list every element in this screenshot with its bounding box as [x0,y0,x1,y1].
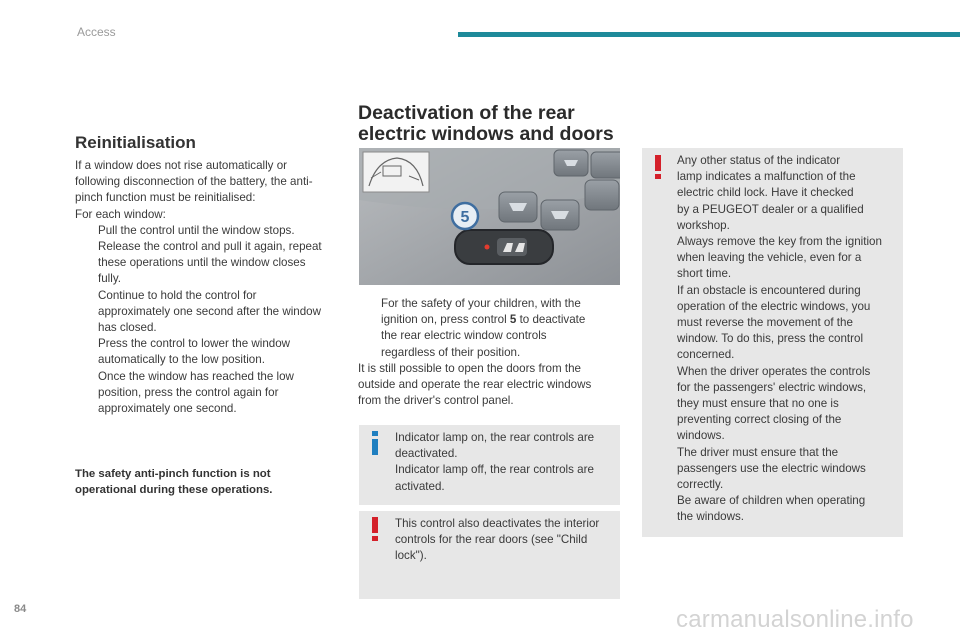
page-number: 84 [14,603,27,615]
list-item: Once the window has reached the low position, press the control again for approximately one second. [98,369,294,416]
list-item: For the safety of your children, with the ignition on, press control 5 to deactivate the rear electric window controls regardless of their position. [381,297,586,359]
list-item: Press the control to lower the window automatically to the low position. [98,337,291,367]
intro-line: pinch function must be reinitialised: [75,191,256,205]
svg-text:5: 5 [460,209,470,226]
anti-pinch-warning: The safety anti-pinch function is not operational during these operations. [75,468,273,497]
door-control-panel-photo [359,148,620,285]
lock-switch [455,230,553,264]
info-box: Indicator lamp on, the rear controls are deactivated. Indicator lamp off, the rear controls are activated. [359,425,620,505]
section-title-reinitialisation: Reinitialisation [75,133,196,152]
list-item: Pull the control until the window stops. [98,223,295,237]
list-item: Release the control and pull it again, repeat these operations until the window closes fully. [98,240,322,286]
reinitialisation-text [75,158,340,417]
section-title-deactivation: Deactivation of the rear electric windows and doors [358,102,614,145]
warning-box: This control also deactivates the interior controls for the rear doors (see "Child lock"). [359,511,620,599]
intro-line: If a window does not rise automatically or [75,159,288,172]
warning-exclamation-icon [371,517,379,541]
dashboard-inset [363,152,429,192]
header-accent-bar [458,32,960,37]
control-number: 5 [509,313,517,327]
safety-warning-box: Any other status of the indicator lamp indicates a malfunction of the electric child lock. Have it checked by a PEUGEOT dealer or a qualified workshop. Always remove the key from the ignition when leaving the vehicle, even for a short time. If an obstacle is encountered during operation of the electric windows, you must reverse the movement of the window. To do this, press the control concerned. When the driver operates the controls for the passengers' electric windows, they must ensure that no one is preventing correct closing of the windows. The driver must ensure that the passengers use the electric windows correctly. Be aware of children when operating the windows. [642,148,903,537]
warning-exclamation-icon [654,155,662,179]
deactivation-text: For the safety of your children, with the ignition on, press control 5 to deactivate the rear electric window controls regardless of their position. It is still possible to open the doors from the outside and operate the rear electric windows from the driver's control panel. [358,296,620,409]
info-icon [371,431,379,455]
list-item: Continue to hold the control for approximately one second after the window has closed. [98,288,321,335]
callout-5-badge [452,203,478,229]
intro-line: For each window: [75,207,166,221]
watermark: carmanualsonline.info [676,606,914,633]
section-header: Access [77,25,116,39]
intro-line: following disconnection of the battery, the anti- [75,175,313,189]
